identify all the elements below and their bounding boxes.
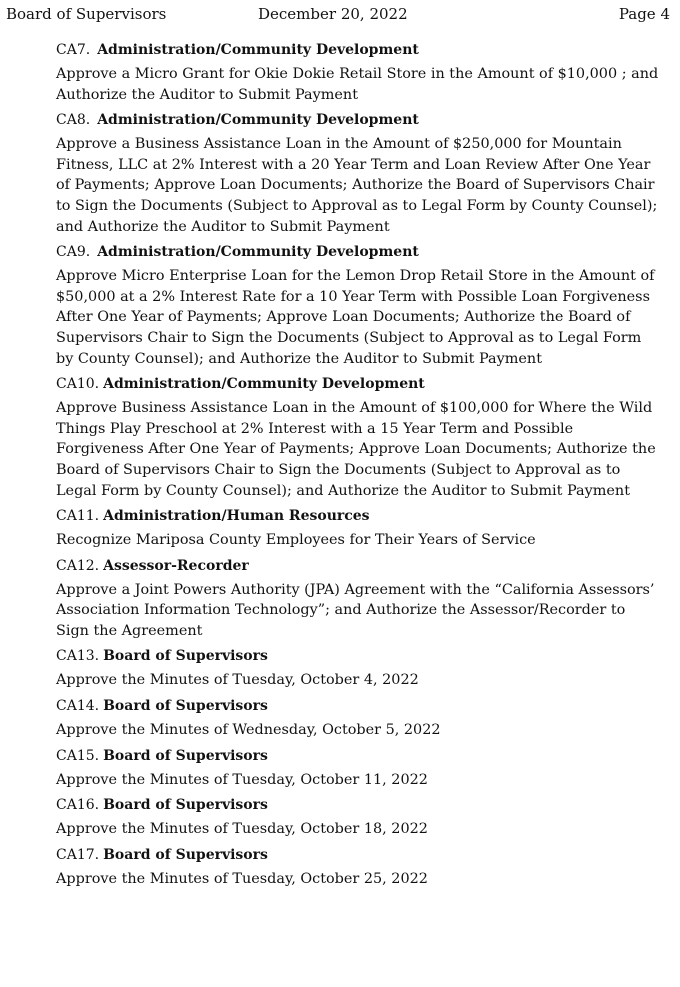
agenda-item-department: Board of Supervisors (103, 698, 268, 715)
header-meeting-date: December 20, 2022 (258, 5, 408, 23)
agenda-item-department: Administration/Human Resources (103, 508, 370, 525)
agenda-item-ca10 (56, 374, 660, 501)
agenda-item-ca16 (56, 795, 660, 840)
agenda-item-heading (56, 696, 660, 716)
agenda-item-ca14 (56, 696, 660, 741)
agenda-item-heading (56, 110, 660, 130)
agenda-item-department: Board of Supervisors (103, 797, 268, 814)
agenda-item-code: CA7. (56, 42, 91, 58)
agenda-item-description: Approve a Micro Grant for Okie Dokie Retail Store in the Amount of $10,000 ; and Authorize the Auditor to Submit Payment (56, 66, 659, 103)
agenda-item-ca9 (56, 242, 660, 369)
agenda-item-heading (56, 556, 660, 576)
agenda-item-description: Approve the Minutes of Wednesday, October 5, 2022 (56, 722, 441, 739)
agenda-item-department: Board of Supervisors (103, 747, 268, 764)
agenda-item-code: CA9. (56, 244, 91, 261)
agenda-item-ca8 (56, 110, 660, 237)
agenda-item-description: Approve the Minutes of Tuesday, October 4, 2022 (56, 672, 419, 689)
page-header (6, 4, 670, 24)
agenda-item-department: Board of Supervisors (103, 648, 268, 665)
agenda-item-department: Administration/Community Development (97, 244, 419, 261)
agenda-item-ca7 (56, 40, 660, 105)
agenda-item-code: CA8. (56, 112, 91, 129)
agenda-item-description: Approve a Joint Powers Authority (JPA) Agreement with the “California Assessors’ Association Information Technology”; and Authorize the Assessor/Recorder to Sign the Agreement (56, 581, 655, 639)
agenda-item-code: CA15. (56, 747, 100, 764)
agenda-item-department: Administration/Community Development (97, 112, 419, 129)
agenda-item-ca17 (56, 845, 660, 890)
agenda-item-code: CA10. (56, 376, 100, 393)
agenda-item-code: CA16. (56, 797, 100, 814)
agenda-item-heading (56, 242, 660, 262)
agenda-item-code: CA11. (56, 508, 100, 525)
agenda-item-description: Recognize Mariposa County Employees for Their Years of Service (56, 532, 536, 549)
agenda-item-code: CA12. (56, 557, 100, 574)
header-board-name: Board of Supervisors (6, 5, 167, 23)
agenda-item-code: CA17. (56, 846, 100, 863)
agenda-item-department: Administration/Community Development (103, 376, 425, 393)
consent-agenda-list (56, 40, 660, 889)
agenda-item-heading (56, 795, 660, 815)
agenda-item-ca15 (56, 746, 660, 791)
agenda-item-heading (56, 646, 660, 666)
agenda-item-ca12 (56, 556, 660, 642)
agenda-item-heading (56, 845, 660, 865)
header-page-number: Page 4 (618, 5, 670, 23)
agenda-item-description: Approve a Business Assistance Loan in the Amount of $250,000 for Mountain Fitness, LLC at 2% Interest with a 20 Year Term and Loan Review After One Year of Payments; Approve Loan Documents; Authorize the Board of Supervisors Chair to Sign the Documents (Subject to Approval as to Legal Form by County Counsel); and Authorize the Auditor to Submit Payment (56, 136, 658, 235)
agenda-item-department: Board of Supervisors (103, 846, 268, 863)
agenda-item-code: CA14. (56, 698, 100, 715)
agenda-item-ca11 (56, 506, 660, 551)
agenda-item-department: Assessor-Recorder (103, 557, 249, 574)
agenda-item-heading (56, 746, 660, 766)
agenda-item-description: Approve the Minutes of Tuesday, October 11, 2022 (56, 771, 428, 788)
agenda-item-description: Approve the Minutes of Tuesday, October 18, 2022 (56, 821, 428, 838)
agenda-item-heading (56, 40, 660, 60)
agenda-item-code: CA13. (56, 648, 100, 665)
agenda-item-department: Administration/Community Development (97, 42, 419, 58)
agenda-item-description: Approve Micro Enterprise Loan for the Lemon Drop Retail Store in the Amount of $50,000 at a 2% Interest Rate for a 10 Year Term with Possible Loan Forgiveness After One Year of Payments; Approve Loan Documents; Authorize the Board of Supervisors Chair to Sign the Documents (Subject to Approval as to Legal Form by County Counsel); and Authorize the Auditor to Submit Payment (56, 268, 655, 367)
agenda-item-heading (56, 506, 660, 526)
agenda-item-heading (56, 374, 660, 394)
agenda-item-description: Approve Business Assistance Loan in the Amount of $100,000 for Where the Wild Things Play Preschool at 2% Interest with a 15 Year Term and Possible Forgiveness After One Year of Payments; Approve Loan Documents; Authorize the Board of Supervisors Chair to Sign the Documents (Subject to Approval as to Legal Form by County Counsel); and Authorize the Auditor to Submit Payment (56, 400, 656, 499)
agenda-item-description: Approve the Minutes of Tuesday, October 25, 2022 (56, 870, 428, 887)
agenda-item-ca13 (56, 646, 660, 691)
